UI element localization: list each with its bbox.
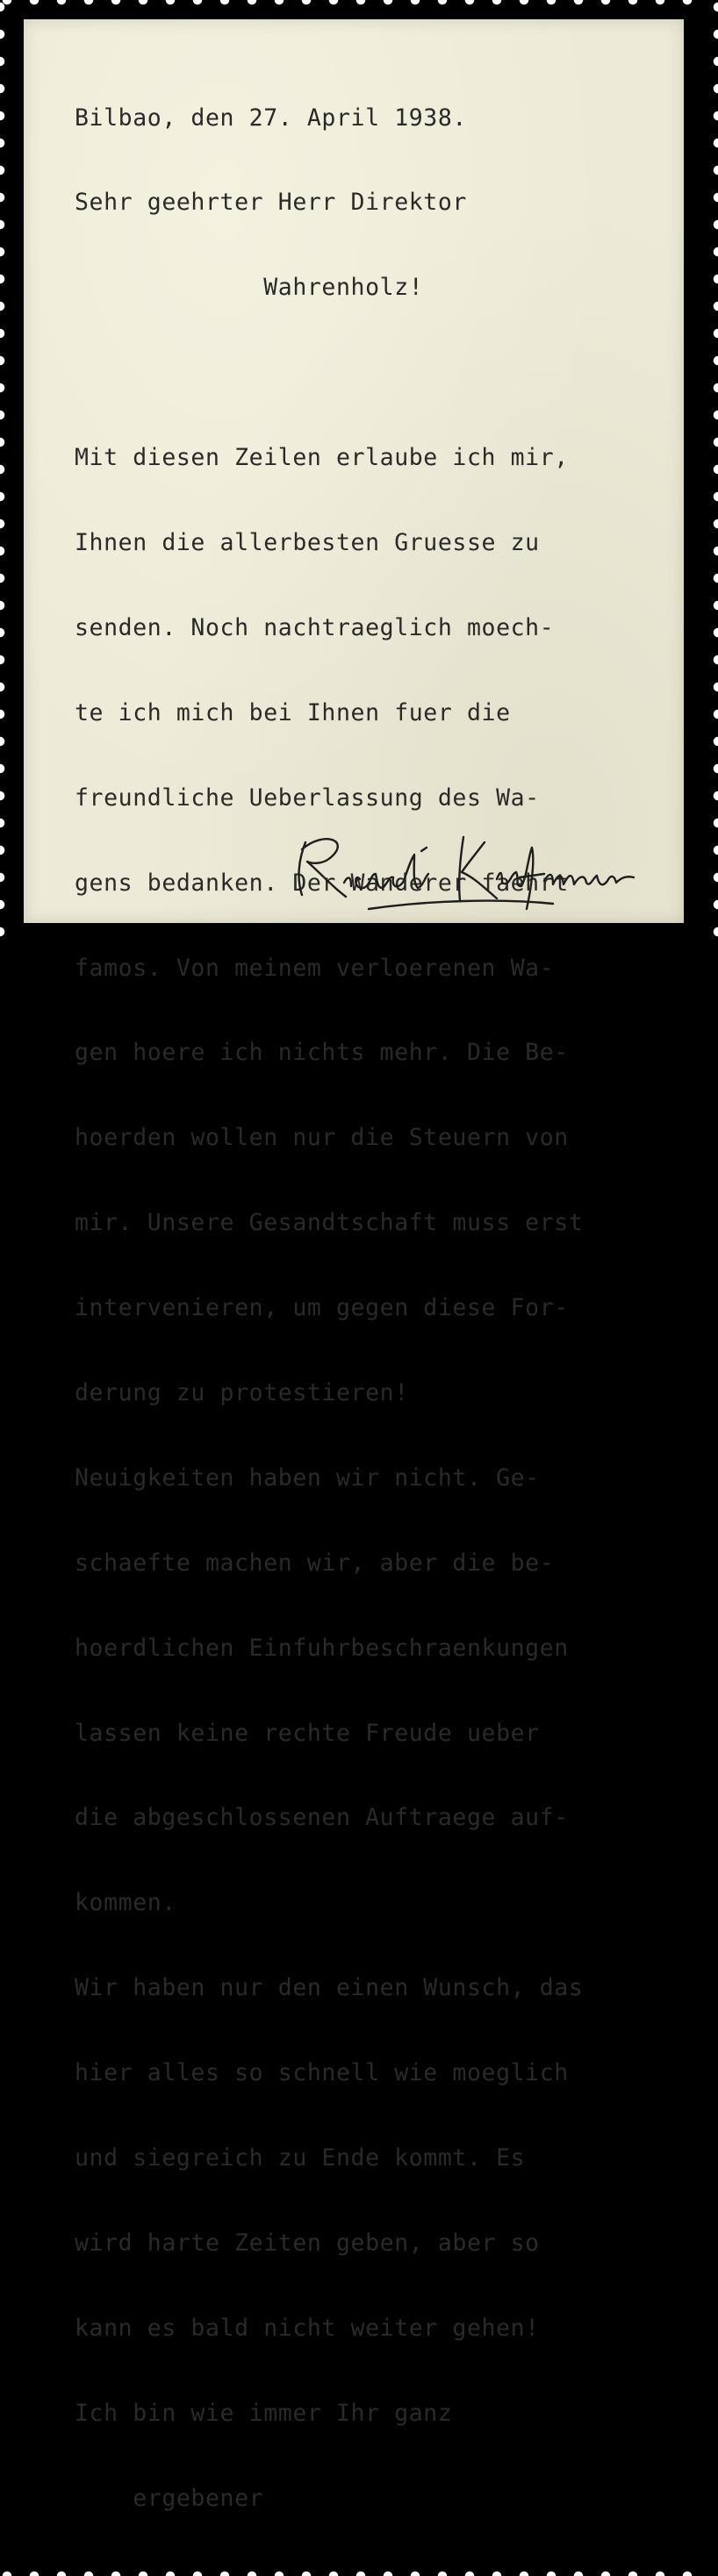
letter-line: hoerdlichen Einfuhrbeschraenkungen [75,1634,569,1662]
letter-line: te ich mich bei Ihnen fuer die [75,698,511,726]
perforation-left-edge [0,0,7,948]
handwritten-signature [290,825,658,921]
perforation-right-edge [711,0,718,948]
letter-line: Ich bin wie immer Ihr ganz [75,2399,453,2427]
letter-line: Ihnen die allerbesten Gruesse zu [75,529,540,557]
postcard [24,19,684,2512]
letter-line: Mit diesen Zeilen erlaube ich mir, [75,444,569,472]
letter-line: famos. Von meinem verloerenen Wa- [75,954,555,982]
letter-line: derung zu protestieren! [75,1378,409,1406]
letter-line: Sehr geehrter Herr Direktor [75,189,467,217]
letter-line: wird harte Zeiten geben, aber so [75,2229,540,2257]
perforation-top-edge [0,0,704,7]
letter-line: hier alles so schnell wie moeglich [75,2059,569,2087]
letter-line: Bilbao, den 27. April 1938. [75,104,467,132]
letter-line: intervenieren, um gegen diese For- [75,1294,569,1322]
letter-line: gen hoere ich nichts mehr. Die Be- [75,1039,569,1067]
letter-line: kommen. [75,1889,176,1917]
letter-line: lassen keine rechte Freude ueber [75,1719,540,1747]
letter-line: gens bedanken. Der Wanderer faehrt [75,869,569,897]
letter-line: kann es bald nicht weiter gehen! [75,2314,540,2342]
letter-line: und siegreich zu Ende kommt. Es [75,2143,526,2172]
letter-line: ergebener [75,2484,264,2512]
letter-line: senden. Noch nachtraeglich moech- [75,613,555,641]
letter-line: freundliche Ueberlassung des Wa- [75,784,540,812]
letter-line: mir. Unsere Gesandtschaft muss erst [75,1209,584,1237]
letter-line: hoerden wollen nur die Steuern von [75,1124,569,1152]
typewritten-letter [75,47,689,2569]
letter-line: Neuigkeiten haben wir nicht. Ge- [75,1463,540,1492]
letter-line: die abgeschlossenen Auftraege auf- [75,1804,569,1832]
letter-line: Wir haben nur den einen Wunsch, das [75,1974,584,2002]
perforation-bottom-edge [0,2569,704,2576]
letter-line: schaefte machen wir, aber die be- [75,1549,555,1577]
letter-line: Wahrenholz! [75,274,424,302]
letter-line [75,359,689,387]
